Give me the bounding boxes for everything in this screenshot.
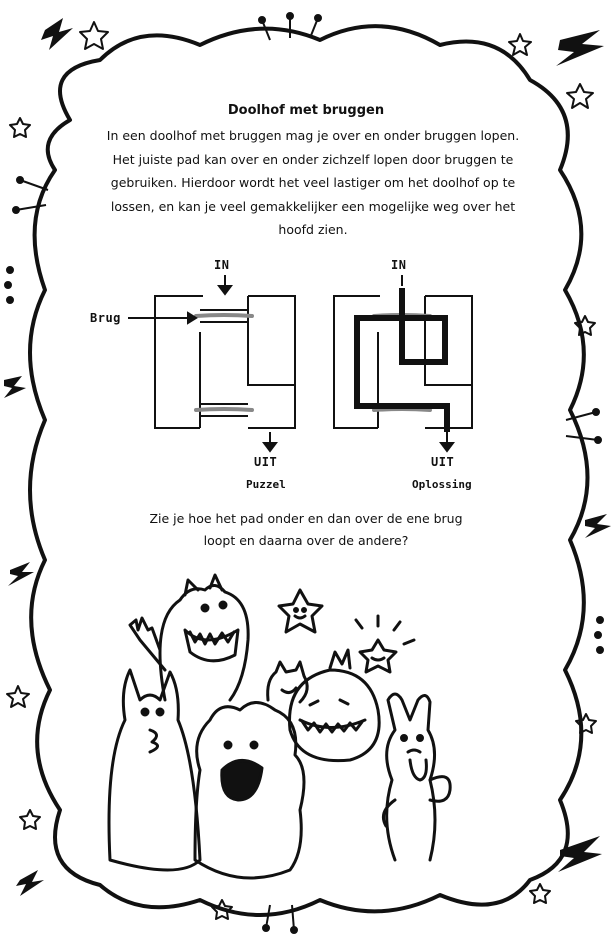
solution-out-label: UIT	[431, 455, 455, 469]
monsters-illustration	[109, 575, 450, 878]
intro-line: gebruiken. Hierdoor wordt het veel lastiger om het doolhof op te	[110, 175, 516, 190]
puzzle-out-label: UIT	[254, 455, 278, 469]
intro-line: In een doolhof met bruggen mag je over en onder bruggen lopen.	[106, 128, 520, 143]
intro-paragraph	[96, 124, 530, 242]
intro-line: lossen, en kan je veel gemakkelijker een mogelijke weg over het	[110, 198, 516, 214]
puzzle-in-label: IN	[214, 258, 230, 272]
question-line: loopt en daarna over de andere?	[203, 533, 409, 548]
bridge-label: Brug	[90, 311, 121, 325]
solution-in-label: IN	[391, 258, 407, 272]
solution-caption: Oplossing	[412, 478, 472, 491]
page-title: Doolhof met bruggen	[227, 103, 385, 118]
question-line: Zie je hoe het pad onder en dan over de ene brug	[149, 511, 463, 526]
intro-line: Het juiste pad kan over en onder zichzelf lopen door bruggen te	[112, 151, 514, 167]
intro-line: hoofd zien.	[278, 222, 348, 237]
question-paragraph	[100, 508, 512, 552]
puzzle-caption: Puzzel	[246, 478, 286, 491]
